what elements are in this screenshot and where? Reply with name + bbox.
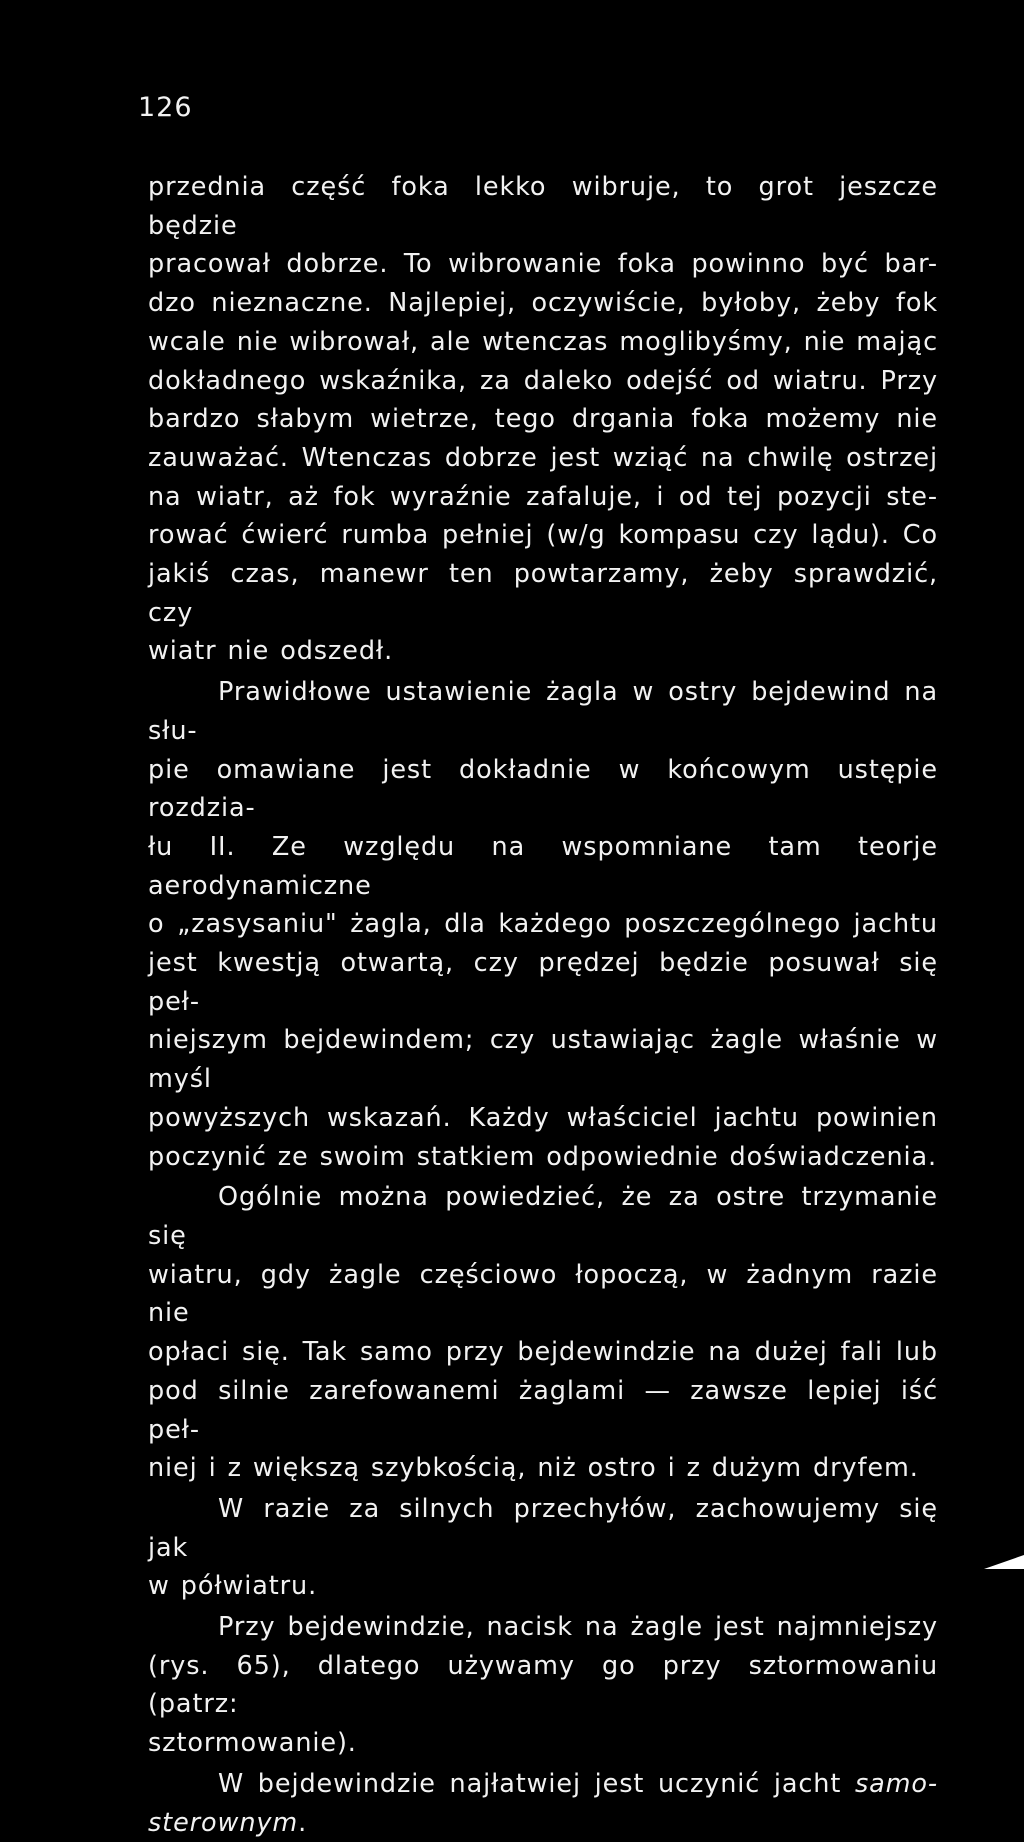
text-line: o „zasysaniu" żagla, dla każdego poszczególnego jachtu [148,909,938,940]
text-line: rować ćwierć rumba pełniej (w/g kompasu czy lądu). Co [148,520,938,551]
text-line: jakiś czas, manewr ten powtarzamy, żeby sprawdzić, czy [148,559,938,628]
scan-corner-mark [984,1555,1024,1569]
text-line: sztormowanie). [148,1728,357,1759]
text-line: dzo nieznaczne. Najlepiej, oczywiście, byłoby, żeby fok [148,288,938,319]
paragraph-6 [148,1765,938,1842]
paragraph-3 [148,1178,938,1488]
text-line: W razie za silnych przechyłów, zachowujemy się jak [148,1493,938,1563]
text-line: Przy bejdewindzie, nacisk na żagle jest najmniejszy [218,1612,938,1643]
text-run: W bejdewindzie najłatwiej jest uczynić jacht [218,1768,855,1799]
text-line: poczynić ze swoim statkiem odpowiednie doświadczenia. [148,1141,938,1172]
text-line: pracował dobrze. To wibrowanie foka powinno być bar- [148,249,938,280]
text-line: powyższych wskazań. Każdy właściciel jachtu powinien [148,1102,938,1133]
text-line: przednia część foka lekko wibruje, to grot jeszcze będzie [148,172,938,241]
text-line: jest kwestją otwartą, czy prędzej będzie posuwał się peł- [148,948,938,1017]
text-line: dokładnego wskaźnika, za daleko odejść od wiatru. Przy [148,365,938,396]
text-run: . [298,1807,308,1838]
text-body [148,168,938,1842]
text-line: (rys. 65), dlatego używamy go przy sztormowaniu (patrz: [148,1650,938,1720]
text-line: Prawidłowe ustawienie żagla w ostry bejdewind na słu- [148,677,938,746]
paragraph-1 [148,168,938,671]
text-line: niej i z większą szybkością, niż ostro i z dużym dryfem. [148,1453,919,1484]
text-line: w półwiatru. [148,1571,318,1602]
text-line: bardzo słabym wietrze, tego drgania foka możemy nie [148,404,938,435]
text-line: łu II. Ze względu na wspomniane tam teorje aerodynamiczne [148,831,938,901]
text-line [148,1765,938,1804]
text-line: wcale nie wibrował, ale wtenczas moglibyśmy, nie mając [148,326,938,357]
paragraph-4 [148,1490,938,1606]
text-line: na wiatr, aż fok wyraźnie zafaluje, i od tej pozycji ste- [148,481,938,512]
paragraph-2 [148,673,938,1176]
paragraph-5 [148,1608,938,1763]
page-number: 126 [138,92,193,123]
text-line [148,1804,938,1842]
text-line: pie omawiane jest dokładnie w końcowym ustępie rozdzia- [148,754,938,824]
emphasis-run: sterownym [148,1807,299,1838]
text-line: wiatru, gdy żagle częściowo łopoczą, w żadnym razie nie [148,1259,938,1329]
text-line: opłaci się. Tak samo przy bejdewindzie na dużej fali lub [148,1337,938,1368]
text-line: Ogólnie można powiedzieć, że za ostre trzymanie się [148,1182,938,1251]
emphasis-run: samo- [854,1768,938,1799]
text-line: zauważać. Wtenczas dobrze jest wziąć na chwilę ostrzej [148,442,938,473]
text-line: niejszym bejdewindem; czy ustawiając żagle właśnie w myśl [148,1025,938,1095]
text-line: wiatr nie odszedł. [148,636,394,667]
text-line: pod silnie zarefowanemi żaglami — zawsze lepiej iść peł- [148,1375,938,1445]
